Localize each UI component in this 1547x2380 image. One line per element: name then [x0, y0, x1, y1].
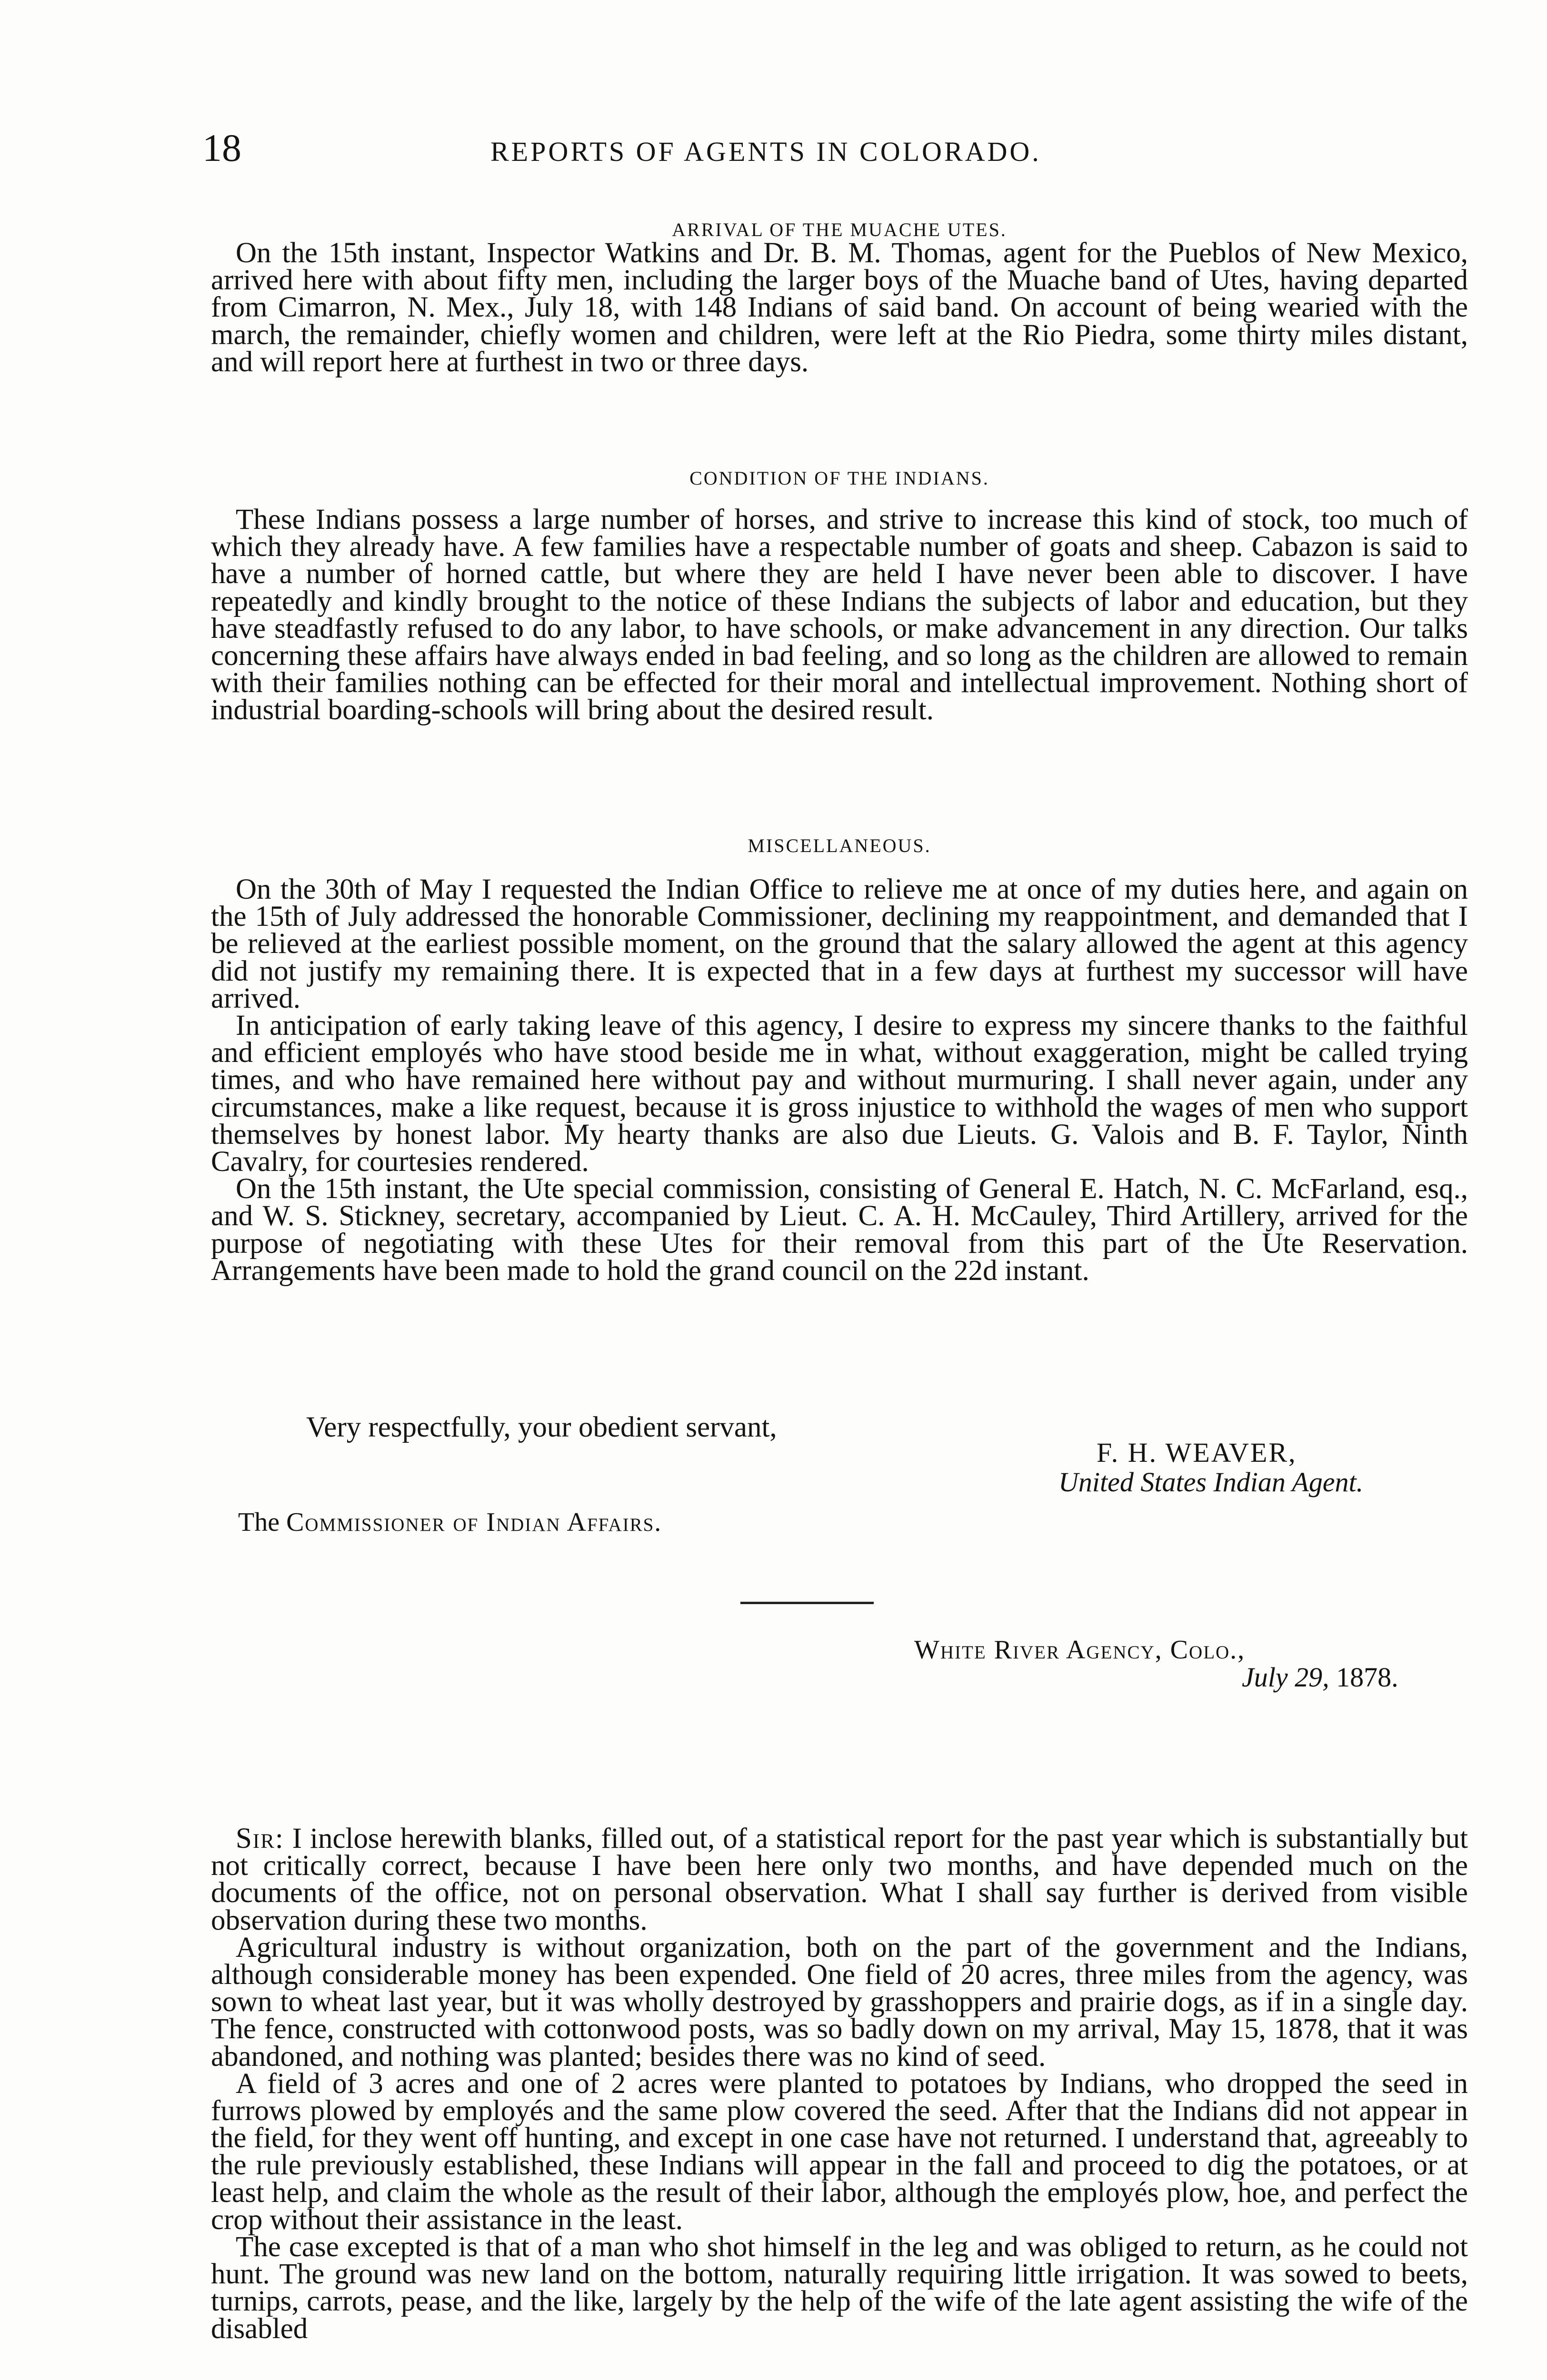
paragraph: On the 15th instant, Inspector Watkins and Dr. B. M. Thomas, agent for the Pueblos of New Mexico, arrived here with about fifty men, including the larger boys of the Muache band of Utes, having departed from Cimarron, N. Mex., July 18, with 148 Indians of said band. On account of being wearied with the march, the remainder, chiefly women and children, were left at the Rio Piedra, some thirty miles distant, and will report here at furthest in two or three days.	[211, 237, 1468, 378]
paragraph: Agricultural industry is without organization, both on the part of the government and the Indians, although considerable money has been expended. One field of 20 acres, three miles from the agency, was sown to wheat last year, but it was wholly destroyed by grasshoppers and prairie dogs, as if in a single day. The fence, constructed with cottonwood posts, was so badly down on my arrival, May 15, 1878, that it was abandoned, and nothing was planted; besides there was no kind of seed.	[211, 1931, 1468, 2073]
paragraph: These Indians possess a large number of horses, and strive to increase this kind of stock, too much of which they already have. A few families have a respectable number of goats and sheep. Cabazon is said to have a number of horned cattle, but where they are held I have never been able to discover. I have repeatedly and kindly brought to the notice of these Indians the subjects of labor and education, but they have steadfastly refused to do any labor, to have schools, or make advancement in any direction. Our talks concerning these affairs have always ended in bad feeling, and so long as the children are allowed to remain with their families nothing can be effected for their moral and intellectual improvement. Nothing short of industrial boarding-schools will bring about the desired result.	[211, 504, 1468, 726]
signature-name: F. H. WEAVER,	[1097, 1437, 1297, 1468]
letter-date-year: 1878.	[1336, 1662, 1398, 1693]
section-heading-arrival: ARRIVAL OF THE MUACHE UTES.	[672, 219, 1007, 240]
paragraph	[211, 1825, 1468, 1934]
paragraph: On the 30th of May I requested the Indian Office to relieve me at once of my duties here, and again on the 15th of July addressed the honorable Commissioner, declining my reappointment, and demanded that I be relieved at the earliest possible moment, on the ground that the salary allowed the agent at this agency did not justify my remaining there. It is expected that in a few days at furthest my successor will have arrived.	[211, 873, 1468, 1014]
section-divider	[740, 1602, 874, 1604]
letter-body	[211, 1823, 1468, 2345]
running-title: REPORTS OF AGENTS IN COLORADO.	[490, 136, 1041, 167]
paragraph: On the 15th instant, the Ute special commission, consisting of General E. Hatch, N. C. McFarland, esq., and W. S. Stickney, secretary, accompanied by Lieut. C. A. H. McCauley, Third Artillery, arrived for the purpose of negotiating with these Utes for their removal from this part of the Ute Reservation. Arrangements have been made to hold the grand council on the 22d instant.	[211, 1173, 1468, 1287]
section-heading-condition: CONDITION OF THE INDIANS.	[689, 467, 989, 489]
letter-date	[1242, 1664, 1398, 1691]
paragraph: A field of 3 acres and one of 2 acres were planted to potatoes by Indians, who dropped the seed in furrows plowed by employés and the same plow covered the seed. After that the Indians did not appear in the field, for they went off hunting, and except in one case have not returned. I understand that, agreeably to the rule previously established, these Indians will appear in the fall and proceed to dig the potatoes, or at least help, and claim the whole as the result of their labor, although the employés plow, hoe, and perfect the crop without their assistance in the least.	[211, 2067, 1468, 2236]
section-body-condition	[211, 506, 1468, 724]
section-heading-miscellaneous: MISCELLANEOUS.	[748, 835, 931, 856]
salutation: Sir:	[236, 1823, 284, 1854]
section-body-miscellaneous	[211, 873, 1468, 1287]
paragraph-text: I inclose herewith blanks, filled out, of a statistical report for the past year which is substantially but not critically correct, because I have been here only two months, and have depended much on the documents of the office, not on personal observation. What I shall say further is derived from visible observation during these two months.	[211, 1823, 1468, 1936]
paragraph: The case excepted is that of a man who shot himself in the leg and was obliged to return, as he could not hunt. The ground was new land on the bottom, naturally requiring little irrigation. It was sowed to beets, turnips, carrots, pease, and the like, largely by the help of the wife of the late agent assisting the wife of the disabled	[211, 2231, 1468, 2345]
signature-title: United States Indian Agent.	[1058, 1467, 1364, 1497]
closing-line: Very respectfully, your obedient servant,	[306, 1411, 777, 1443]
section-body-arrival	[211, 239, 1468, 376]
page-number: 18	[202, 126, 241, 169]
letter-place: White River Agency, Colo.,	[914, 1635, 1246, 1665]
addressee-prefix: The	[238, 1507, 280, 1537]
letter-date-month-day: July 29,	[1242, 1662, 1329, 1693]
addressee	[238, 1509, 662, 1536]
addressee-name: Commissioner of Indian Affairs.	[286, 1507, 662, 1537]
paragraph: In anticipation of early taking leave of this agency, I desire to express my sincere thanks to the faithful and efficient employés who have stood beside me in what, without exaggeration, might be called trying times, and who have remained here without pay and without murmuring. I shall never again, under any circumstances, make a like request, because it is gross injustice to withhold the wages of men who support themselves by honest labor. My hearty thanks are also due Lieuts. G. Valois and B. F. Taylor, Ninth Cavalry, for courtesies rendered.	[211, 1010, 1468, 1178]
